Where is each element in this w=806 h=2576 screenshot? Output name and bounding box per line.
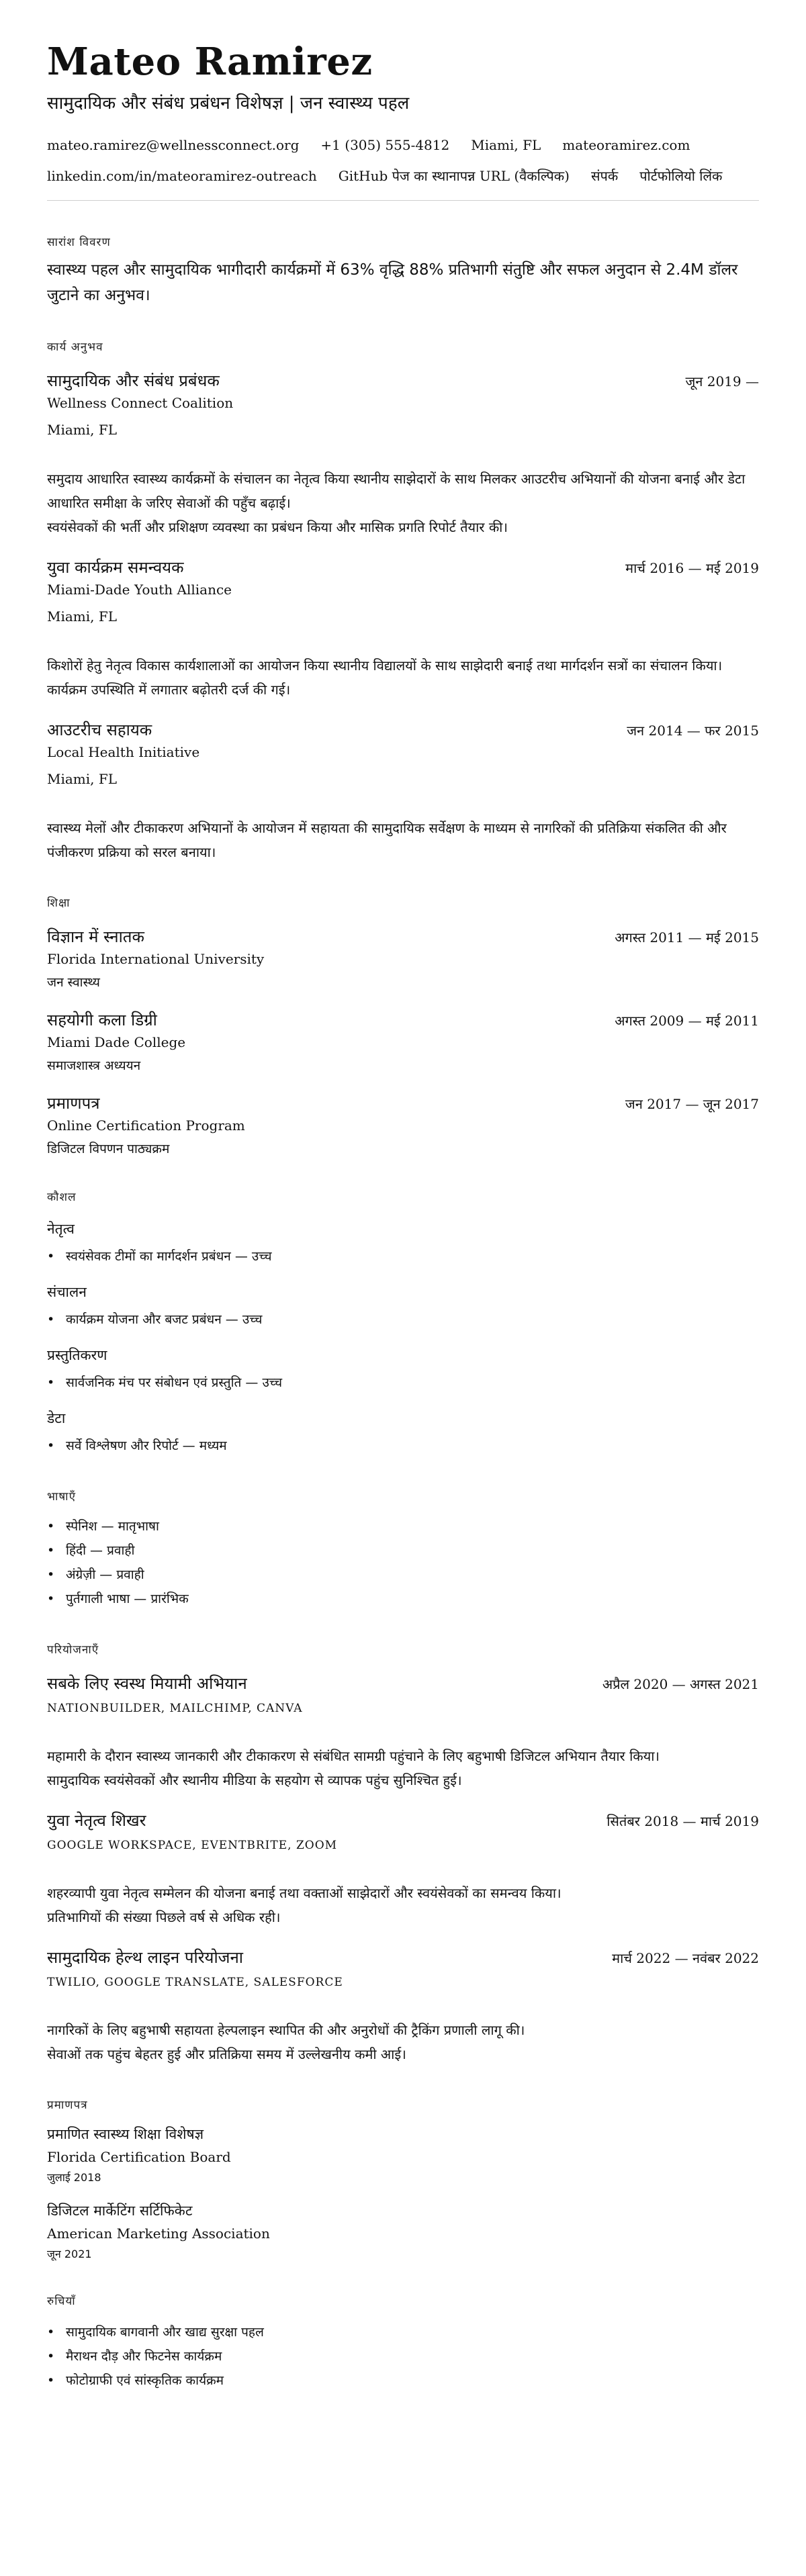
skill-item: • कार्यक्रम योजना और बजट प्रबंधन — उच्च xyxy=(47,1307,759,1332)
education-degree: विज्ञान में स्नातक xyxy=(47,927,144,946)
experience-location: Miami, FL xyxy=(47,771,118,787)
interest-item: • मैराथन दौड़ और फिटनेस कार्यक्रम xyxy=(47,2344,759,2368)
education-date: जन 2017 — जून 2017 xyxy=(625,1096,759,1112)
experience-org: Wellness Connect Coalition xyxy=(47,395,234,411)
project-name: सामुदायिक हेल्थ लाइन परियोजना xyxy=(47,1948,244,1967)
skill-list xyxy=(47,1371,759,1395)
contact-row-primary xyxy=(47,136,759,154)
section-title-experience: कार्य अनुभव xyxy=(47,340,103,354)
contact-location: Miami, FL xyxy=(471,137,541,153)
certifications-section xyxy=(47,2097,759,2262)
header-divider xyxy=(47,200,759,201)
projects-section xyxy=(47,1642,759,2066)
project-name: युवा नेतृत्व शिखर xyxy=(47,1811,146,1830)
project-date: सितंबर 2018 — मार्च 2019 xyxy=(607,1813,759,1829)
project-entry xyxy=(47,1673,759,1792)
skill-category: डेटा xyxy=(47,1410,66,1426)
certification-entry xyxy=(47,2124,759,2186)
education-entry xyxy=(47,1009,759,1075)
experience-role: युवा कार्यक्रम समन्वयक xyxy=(47,558,184,577)
interest-item: • फोटोग्राफी एवं सांस्कृतिक कार्यक्रम xyxy=(47,2368,759,2393)
contact-email[interactable]: mateo.ramirez@wellnessconnect.org xyxy=(47,137,300,153)
project-tech: TWILIO, GOOGLE TRANSLATE, SALESFORCE xyxy=(47,1976,343,1989)
experience-date: जन 2014 — फर 2015 xyxy=(627,723,759,739)
interests-section xyxy=(47,2293,759,2393)
education-institution: Miami Dade College xyxy=(47,1034,186,1050)
experience-description: स्वास्थ्य मेलों और टीकाकरण अभियानों के आयोजन में सहायता की सामुदायिक सर्वेक्षण के माध्यम से नागरिकों की प्रतिक्रिया संकलित की और पंजीकरण प्रक्रिया को सरल बनाया। xyxy=(47,820,727,860)
certification-name: डिजिटल मार्केटिंग सर्टिफिकेट xyxy=(47,2203,193,2219)
project-tech: NATIONBUILDER, MAILCHIMP, CANVA xyxy=(47,1702,303,1715)
project-description: शहरव्यापी युवा नेतृत्व सम्मेलन की योजना बनाई तथा वक्ताओं साझेदारों और स्वयंसेवकों का समन्वय किया। प्रतिभागियों की संख्या पिछले वर्ष से अधिक रही। xyxy=(47,1885,562,1925)
education-degree: सहयोगी कला डिग्री xyxy=(47,1011,157,1029)
contact-github[interactable]: GitHub पेज का स्थानापन्न URL (वैकल्पिक) xyxy=(338,168,570,184)
skill-list xyxy=(47,1434,759,1458)
project-entry xyxy=(47,1947,759,2066)
contact-row-secondary xyxy=(47,167,759,185)
section-title-projects: परियोजनाएँ xyxy=(47,1643,99,1657)
experience-description: किशोरों हेतु नेतृत्व विकास कार्यशालाओं का आयोजन किया स्थानीय विद्यालयों के साथ साझेदारी बनाई तथा मार्गदर्शन सत्रों का संचालन किया। कार्यक्रम उपस्थिति में लगातार बढ़ोतरी दर्ज की गई। xyxy=(47,657,723,698)
education-degree: प्रमाणपत्र xyxy=(47,1094,100,1113)
interest-item: • सामुदायिक बागवानी और खाद्य सुरक्षा पहल xyxy=(47,2320,759,2344)
candidate-name: Mateo Ramirez xyxy=(47,40,373,84)
experience-entry xyxy=(47,719,759,864)
project-tech: GOOGLE WORKSPACE, EVENTBRITE, ZOOM xyxy=(47,1839,338,1852)
contact-link[interactable]: संपर्क xyxy=(590,168,619,184)
section-title-summary: सारांश विवरण xyxy=(47,236,111,249)
candidate-title: सामुदायिक और संबंध प्रबंधन विशेषज्ञ | जन स्वास्थ्य पहल xyxy=(47,93,410,113)
skill-category: प्रस्तुतिकरण xyxy=(47,1347,107,1363)
summary-section xyxy=(47,234,759,308)
skill-item: • स्वयंसेवक टीमों का मार्गदर्शन प्रबंधन — उच्च xyxy=(47,1244,759,1269)
languages-section xyxy=(47,1489,759,1611)
language-item: • स्पेनिश — मातृभाषा xyxy=(47,1514,759,1538)
certification-name: प्रमाणित स्वास्थ्य शिक्षा विशेषज्ञ xyxy=(47,2126,204,2142)
contact-linkedin[interactable]: linkedin.com/in/mateoramirez-outreach xyxy=(47,168,317,184)
section-title-languages: भाषाएँ xyxy=(47,1490,76,1504)
experience-date: मार्च 2016 — मई 2019 xyxy=(625,560,759,576)
project-entry xyxy=(47,1810,759,1929)
skill-item: • सर्वे विश्लेषण और रिपोर्ट — मध्यम xyxy=(47,1434,759,1458)
experience-location: Miami, FL xyxy=(47,608,118,625)
contact-website[interactable]: mateoramirez.com xyxy=(562,137,690,153)
section-title-certifications: प्रमाणपत्र xyxy=(47,2099,88,2112)
language-item: • पुर्तगाली भाषा — प्रारंभिक xyxy=(47,1587,759,1611)
education-entry xyxy=(47,1093,759,1158)
experience-role: सामुदायिक और संबंध प्रबंधक xyxy=(47,371,220,390)
experience-org: Miami-Dade Youth Alliance xyxy=(47,582,232,598)
project-description: नागरिकों के लिए बहुभाषी सहायता हेल्पलाइन स्थापित की और अनुरोधों की ट्रैकिंग प्रणाली लागू की। सेवाओं तक पहुंच बेहतर हुई और प्रतिक्रिया समय में उल्लेखनीय कमी आई। xyxy=(47,2022,525,2062)
education-date: अगस्त 2011 — मई 2015 xyxy=(615,929,759,946)
section-title-education: शिक्षा xyxy=(47,896,71,910)
language-list xyxy=(47,1514,759,1611)
project-date: मार्च 2022 — नवंबर 2022 xyxy=(612,1950,759,1966)
experience-org: Local Health Initiative xyxy=(47,744,200,760)
skill-list xyxy=(47,1244,759,1269)
education-field: जन स्वास्थ्य xyxy=(47,975,100,990)
contact-portfolio[interactable]: पोर्टफोलियो लिंक xyxy=(639,168,723,184)
education-institution: Florida International University xyxy=(47,951,265,967)
skill-category: नेतृत्व xyxy=(47,1221,75,1237)
experience-section xyxy=(47,339,759,864)
certification-entry xyxy=(47,2201,759,2262)
education-section xyxy=(47,895,759,1158)
education-entry xyxy=(47,926,759,992)
skill-list xyxy=(47,1307,759,1332)
project-date: अप्रैल 2020 — अगस्त 2021 xyxy=(602,1676,759,1692)
skill-item: • सार्वजनिक मंच पर संबोधन एवं प्रस्तुति — उच्च xyxy=(47,1371,759,1395)
summary-text: स्वास्थ्य पहल और सामुदायिक भागीदारी कार्यक्रमों में 63% वृद्धि 88% प्रतिभागी संतुष्टि और सफल अनुदान से 2.4M डॉलर जुटाने का अनुभव। xyxy=(47,261,738,304)
education-date: अगस्त 2009 — मई 2011 xyxy=(615,1013,759,1029)
contact-info xyxy=(47,136,759,185)
experience-role: आउटरीच सहायक xyxy=(47,721,152,739)
certification-issuer: American Marketing Association xyxy=(47,2225,270,2242)
education-field: डिजिटल विपणन पाठ्यक्रम xyxy=(47,1142,170,1156)
certification-issuer: Florida Certification Board xyxy=(47,2149,231,2165)
certification-date: जून 2021 xyxy=(47,2248,92,2260)
language-item: • हिंदी — प्रवाही xyxy=(47,1538,759,1563)
section-title-skills: कौशल xyxy=(47,1191,77,1204)
skills-section xyxy=(47,1189,759,1458)
contact-phone[interactable]: +1 (305) 555-4812 xyxy=(320,137,450,153)
resume-header xyxy=(47,40,759,201)
experience-description: समुदाय आधारित स्वास्थ्य कार्यक्रमों के संचालन का नेतृत्व किया स्थानीय साझेदारों के साथ मिलकर आउटरीच अभियानों की योजना बनाई और डेटा आधारित समीक्षा के जरिए सेवाओं की पहुँच बढ़ाई। स्वयंसेवकों की भर्ती और प्रशिक्षण व्यवस्था का प्रबंधन किया और मासिक प्रगति रिपोर्ट तैयार की। xyxy=(47,471,746,535)
project-description: महामारी के दौरान स्वास्थ्य जानकारी और टीकाकरण से संबंधित सामग्री पहुंचाने के लिए बहुभाषी डिजिटल अभियान तैयार किया। सामुदायिक स्वयंसेवकों और स्थानीय मीडिया के सहयोग से व्यापक पहुंच सुनिश्चित हुई। xyxy=(47,1748,660,1788)
project-name: सबके लिए स्वस्थ मियामी अभियान xyxy=(47,1674,247,1693)
education-institution: Online Certification Program xyxy=(47,1117,245,1134)
certification-date: जुलाई 2018 xyxy=(47,2171,101,2184)
experience-location: Miami, FL xyxy=(47,422,118,438)
skill-category: संचालन xyxy=(47,1284,87,1300)
section-title-interests: रुचियाँ xyxy=(47,2295,76,2308)
experience-entry xyxy=(47,557,759,702)
experience-date: जून 2019 — xyxy=(685,373,759,389)
language-item: • अंग्रेज़ी — प्रवाही xyxy=(47,1563,759,1587)
interest-list xyxy=(47,2320,759,2393)
education-field: समाजशास्त्र अध्ययन xyxy=(47,1058,141,1073)
experience-entry xyxy=(47,370,759,539)
